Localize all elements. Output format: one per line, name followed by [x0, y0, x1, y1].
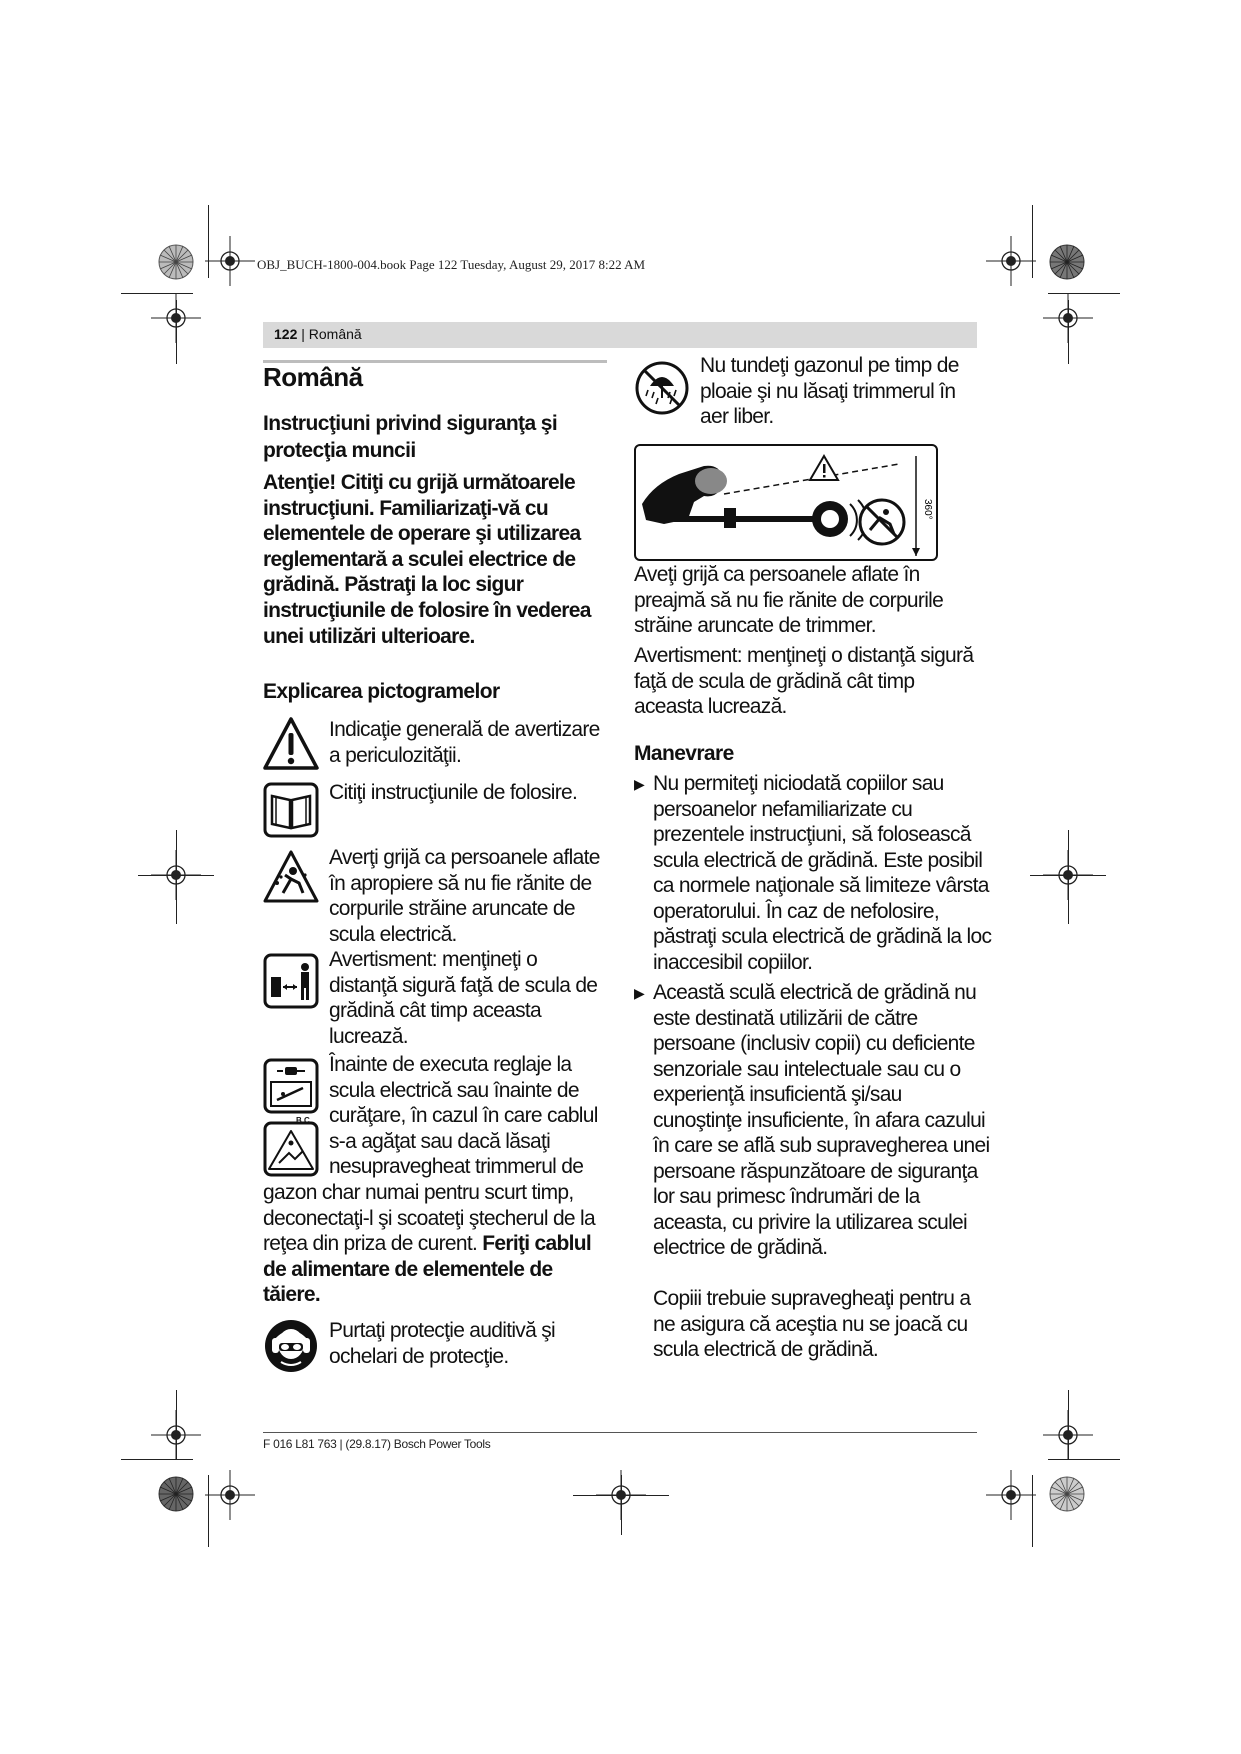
bullet-text: Această sculă electrică de grădină nu este destinată utilizării de către persoane (inclusiv copii) cu deficiente senzoriale sau intelectuale sau cu o experienţă insuficientă şi/sau cunoştinţe insuficiente, în afara cazului în care se află sub supravegherea unei persoane răspunzătoare de siguranţa lor sau primesc îndrumări de la aceasta, cu privire la utilizarea sculei electrice de grădină. — [653, 981, 990, 1259]
color-dial-top-right — [1049, 244, 1085, 280]
crosshair-top-right — [986, 236, 1036, 286]
unplug-continuation-text: gazon char numai pentru scurt timp, deconectaţi-l şi scoateţi ştecherul de la reţea din priza de curent. — [263, 1181, 595, 1255]
color-dial-bottom-right — [1049, 1476, 1085, 1512]
bullet-text: Nu permiteţi niciodată copiilor sau persoanelor nefamiliarizate cu prezentele instrucţiuni, să folosească scula electrică de grădină. Este posibil ca normele naţionale să limiteze vârsta operatorului. În caz de nefolosire, păstraţi scula electrică de grădină la loc inaccesibil copiilor. — [653, 772, 992, 974]
operation-heading: Manevrare — [634, 742, 734, 765]
children-note: Copiii trebuie supravegheaţi pentru a ne asigura că aceştia nu se joacă cu scula electrică de grădină. — [653, 1287, 971, 1361]
bullet-arrow-icon: ▶ — [634, 985, 645, 1001]
safety-heading: Instrucţiuni privind siguranţa şi protecţia muncii — [263, 412, 558, 462]
distance-text: Avertisment: menţineţi o distanţă sigură faţă de scula de grădină cât timp aceasta lucrează. — [634, 644, 974, 718]
no-rain-text: Nu tundeţi gazonul pe timp de ploaie şi nu lăsaţi trimmerul în aer liber. — [700, 354, 959, 428]
rotation-360-label: 360° — [922, 499, 933, 520]
no-rain-icon — [634, 360, 690, 416]
header-language: Română — [308, 326, 362, 342]
warning-paragraph: Atenţie! Citiţi cu grijă următoarele instrucţiuni. Familiarizaţi-vă cu elementele de operare şi utilizarea reglementară a sculei electrice de grădină. Păstraţi la loc sigur instrucţiunile de folosire în vederea unei utilizări ulterioare. — [263, 471, 591, 648]
pictogram-text-safe-distance: Avertisment: menţineţi o distanţă sigură faţă de scula de grădină cât timp aceasta lucrează. — [329, 948, 598, 1048]
hearing-eye-protection-icon — [263, 1318, 319, 1374]
pictogram-text-protection: Purtaţi protecţie auditivă şi ochelari de protecţie. — [329, 1319, 555, 1368]
crosshair-bottom-right — [986, 1470, 1036, 1520]
language-title: Română — [263, 362, 363, 392]
header-separator: | — [297, 326, 309, 342]
warning-triangle-icon — [263, 716, 319, 772]
bullet-arrow-icon: ▶ — [634, 776, 645, 792]
file-info: OBJ_BUCH-1800-004.book Page 122 Tuesday, August 29, 2017 8:22 AM — [257, 257, 646, 272]
safe-distance-icon — [263, 953, 319, 1009]
running-header — [263, 322, 977, 348]
pictograms-heading: Explicarea pictogramelor — [263, 680, 500, 703]
unplug-bold-warning: Feriţi cablul de alimentare de elementele de tăiere. — [263, 1232, 592, 1306]
crosshair-top-left — [205, 236, 255, 286]
pictogram-text-warning: Indicaţie generală de avertizare a periculozităţii. — [329, 718, 600, 767]
unplug-icon — [263, 1058, 319, 1114]
footer: F 016 L81 763 | (29.8.17) Bosch Power Tools — [263, 1437, 491, 1451]
color-dial-bottom-left — [158, 1476, 194, 1512]
thrown-objects-icon — [263, 849, 319, 905]
cable-damage-icon — [263, 1121, 319, 1177]
unplug-continuation — [263, 1180, 613, 1308]
cable-damage-small-label: B.C. — [296, 1116, 312, 1125]
page-number: 122 — [274, 326, 298, 342]
pictogram-text-bystanders: Averţi grijă ca persoanele aflate în apropiere să nu fie rănite de corpurile străine aruncate de scula electrică. — [329, 846, 600, 946]
footer-rule — [263, 1432, 977, 1433]
bystander-text: Aveţi grijă ca persoanele aflate în preajmă să nu fie rănite de corpurile străine aruncate de trimmer. — [634, 563, 944, 637]
pictogram-text-unplug: Înainte de executa reglaje la scula electrică sau înainte de curăţare, în cazul în care cablul s-a agăţat sau dacă lăsaţi nesupravegheat trimmerul de — [329, 1053, 598, 1178]
trimmer-bystander-pictogram — [634, 444, 938, 561]
pictogram-text-read-manual: Citiţi instrucţiunile de folosire. — [329, 781, 578, 804]
book-icon — [263, 782, 319, 838]
crosshair-bottom-left — [205, 1470, 255, 1520]
color-dial-top-left — [158, 244, 194, 280]
